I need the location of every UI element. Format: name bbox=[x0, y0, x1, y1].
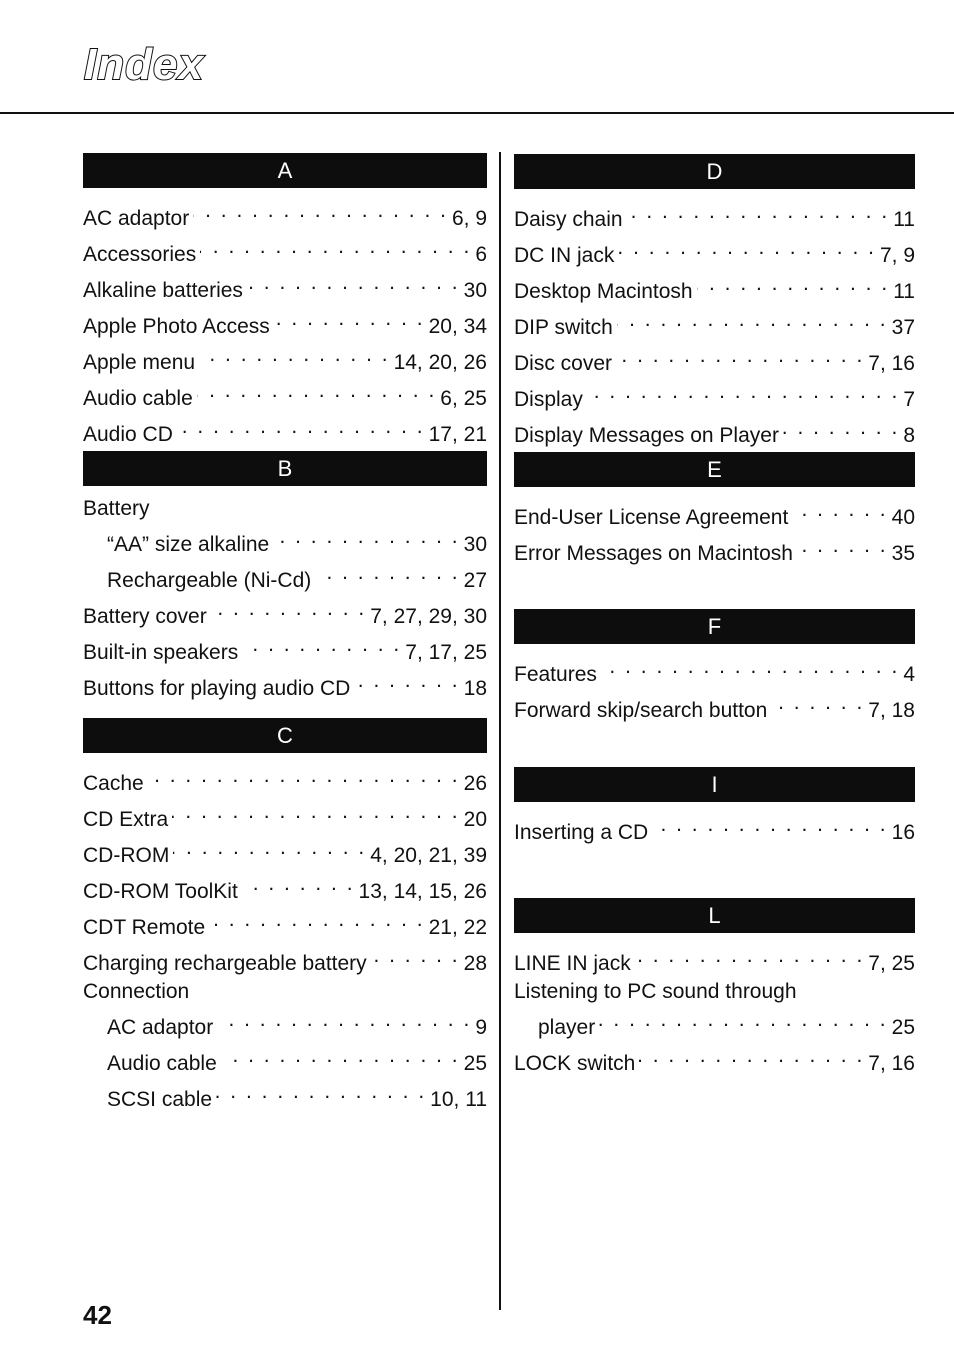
index-entry: Buttons for playing audio CD . . . 18 bbox=[83, 667, 487, 703]
index-entry: Daisy chain . . . 11 bbox=[514, 198, 915, 234]
index-entry: Inserting a CD . . . 16 bbox=[514, 811, 915, 847]
section-header-l: L bbox=[514, 898, 915, 933]
section-header-c: C bbox=[83, 718, 487, 753]
index-entry: Battery cover . . . 7, 27, 29, 30 bbox=[83, 595, 487, 631]
index-entry: Battery bbox=[83, 497, 150, 520]
index-section-b bbox=[83, 451, 487, 703]
index-section-a bbox=[83, 153, 487, 449]
index-entry: CD-ROM ToolKit . . . 13, 14, 15, 26 bbox=[83, 870, 487, 906]
index-subentry: AC adaptor . . . 9 bbox=[83, 1006, 487, 1042]
index-entry: Desktop Macintosh . . . 11 bbox=[514, 270, 915, 306]
index-subentry: Audio cable . . . 25 bbox=[83, 1042, 487, 1078]
index-subentry: SCSI cable . . . 10, 11 bbox=[83, 1078, 487, 1114]
index-entry: Forward skip/search button . . . 7, 18 bbox=[514, 689, 915, 725]
index-entry: Audio cable . . . 6, 25 bbox=[83, 377, 487, 413]
index-subentry: “AA” size alkaline . . . 30 bbox=[83, 523, 487, 559]
index-entry: CD-ROM . . . 4, 20, 21, 39 bbox=[83, 834, 487, 870]
index-entry: Charging rechargeable battery . . . 28 bbox=[83, 942, 487, 978]
section-header-a: A bbox=[83, 153, 487, 188]
index-section-e bbox=[514, 452, 915, 568]
page-title: Index bbox=[84, 40, 204, 89]
section-header-e: E bbox=[514, 452, 915, 487]
index-entry: Apple menu . . . 14, 20, 26 bbox=[83, 341, 487, 377]
index-section-d bbox=[514, 154, 915, 450]
index-subentry: Rechargeable (Ni-Cd) . . . 27 bbox=[83, 559, 487, 595]
index-entry: Display Messages on Player . . . 8 bbox=[514, 414, 915, 450]
index-entry: Cache . . . 26 bbox=[83, 762, 487, 798]
index-section-c bbox=[83, 718, 487, 1114]
section-header-b: B bbox=[83, 451, 487, 486]
index-entry: DC IN jack . . . 7, 9 bbox=[514, 234, 915, 270]
page-number: 42 bbox=[83, 1300, 112, 1330]
index-entry: AC adaptor . . . 6, 9 bbox=[83, 197, 487, 233]
index-entry: Error Messages on Macintosh . . . 35 bbox=[514, 532, 915, 568]
index-subentry: player . . . 25 bbox=[514, 1006, 915, 1042]
section-header-i: I bbox=[514, 767, 915, 802]
index-entry: CD Extra . . . 20 bbox=[83, 798, 487, 834]
index-section-f bbox=[514, 609, 915, 725]
index-entry: CDT Remote . . . 21, 22 bbox=[83, 906, 487, 942]
index-entry: DIP switch . . . 37 bbox=[514, 306, 915, 342]
index-entry: Accessories . . . 6 bbox=[83, 233, 487, 269]
section-header-d: D bbox=[514, 154, 915, 189]
index-entry: LINE IN jack . . . 7, 25 bbox=[514, 942, 915, 978]
section-header-f: F bbox=[514, 609, 915, 644]
column-divider bbox=[499, 152, 501, 1310]
index-entry: Audio CD . . . 17, 21 bbox=[83, 413, 487, 449]
index-entry: LOCK switch . . . 7, 16 bbox=[514, 1042, 915, 1078]
index-entry: Built-in speakers . . . 7, 17, 25 bbox=[83, 631, 487, 667]
index-entry: Display . . . 7 bbox=[514, 378, 915, 414]
index-section-i bbox=[514, 767, 915, 847]
index-entry: Features . . . 4 bbox=[514, 653, 915, 689]
index-entry: Listening to PC sound through bbox=[514, 980, 797, 1003]
index-entry: Alkaline batteries . . . 30 bbox=[83, 269, 487, 305]
index-entry: Connection bbox=[83, 980, 190, 1003]
index-entry: Disc cover . . . 7, 16 bbox=[514, 342, 915, 378]
header-rule bbox=[0, 112, 954, 114]
index-section-l bbox=[514, 898, 915, 1078]
index-entry: End-User License Agreement . . . 40 bbox=[514, 496, 915, 532]
index-entry: Apple Photo Access . . . 20, 34 bbox=[83, 305, 487, 341]
